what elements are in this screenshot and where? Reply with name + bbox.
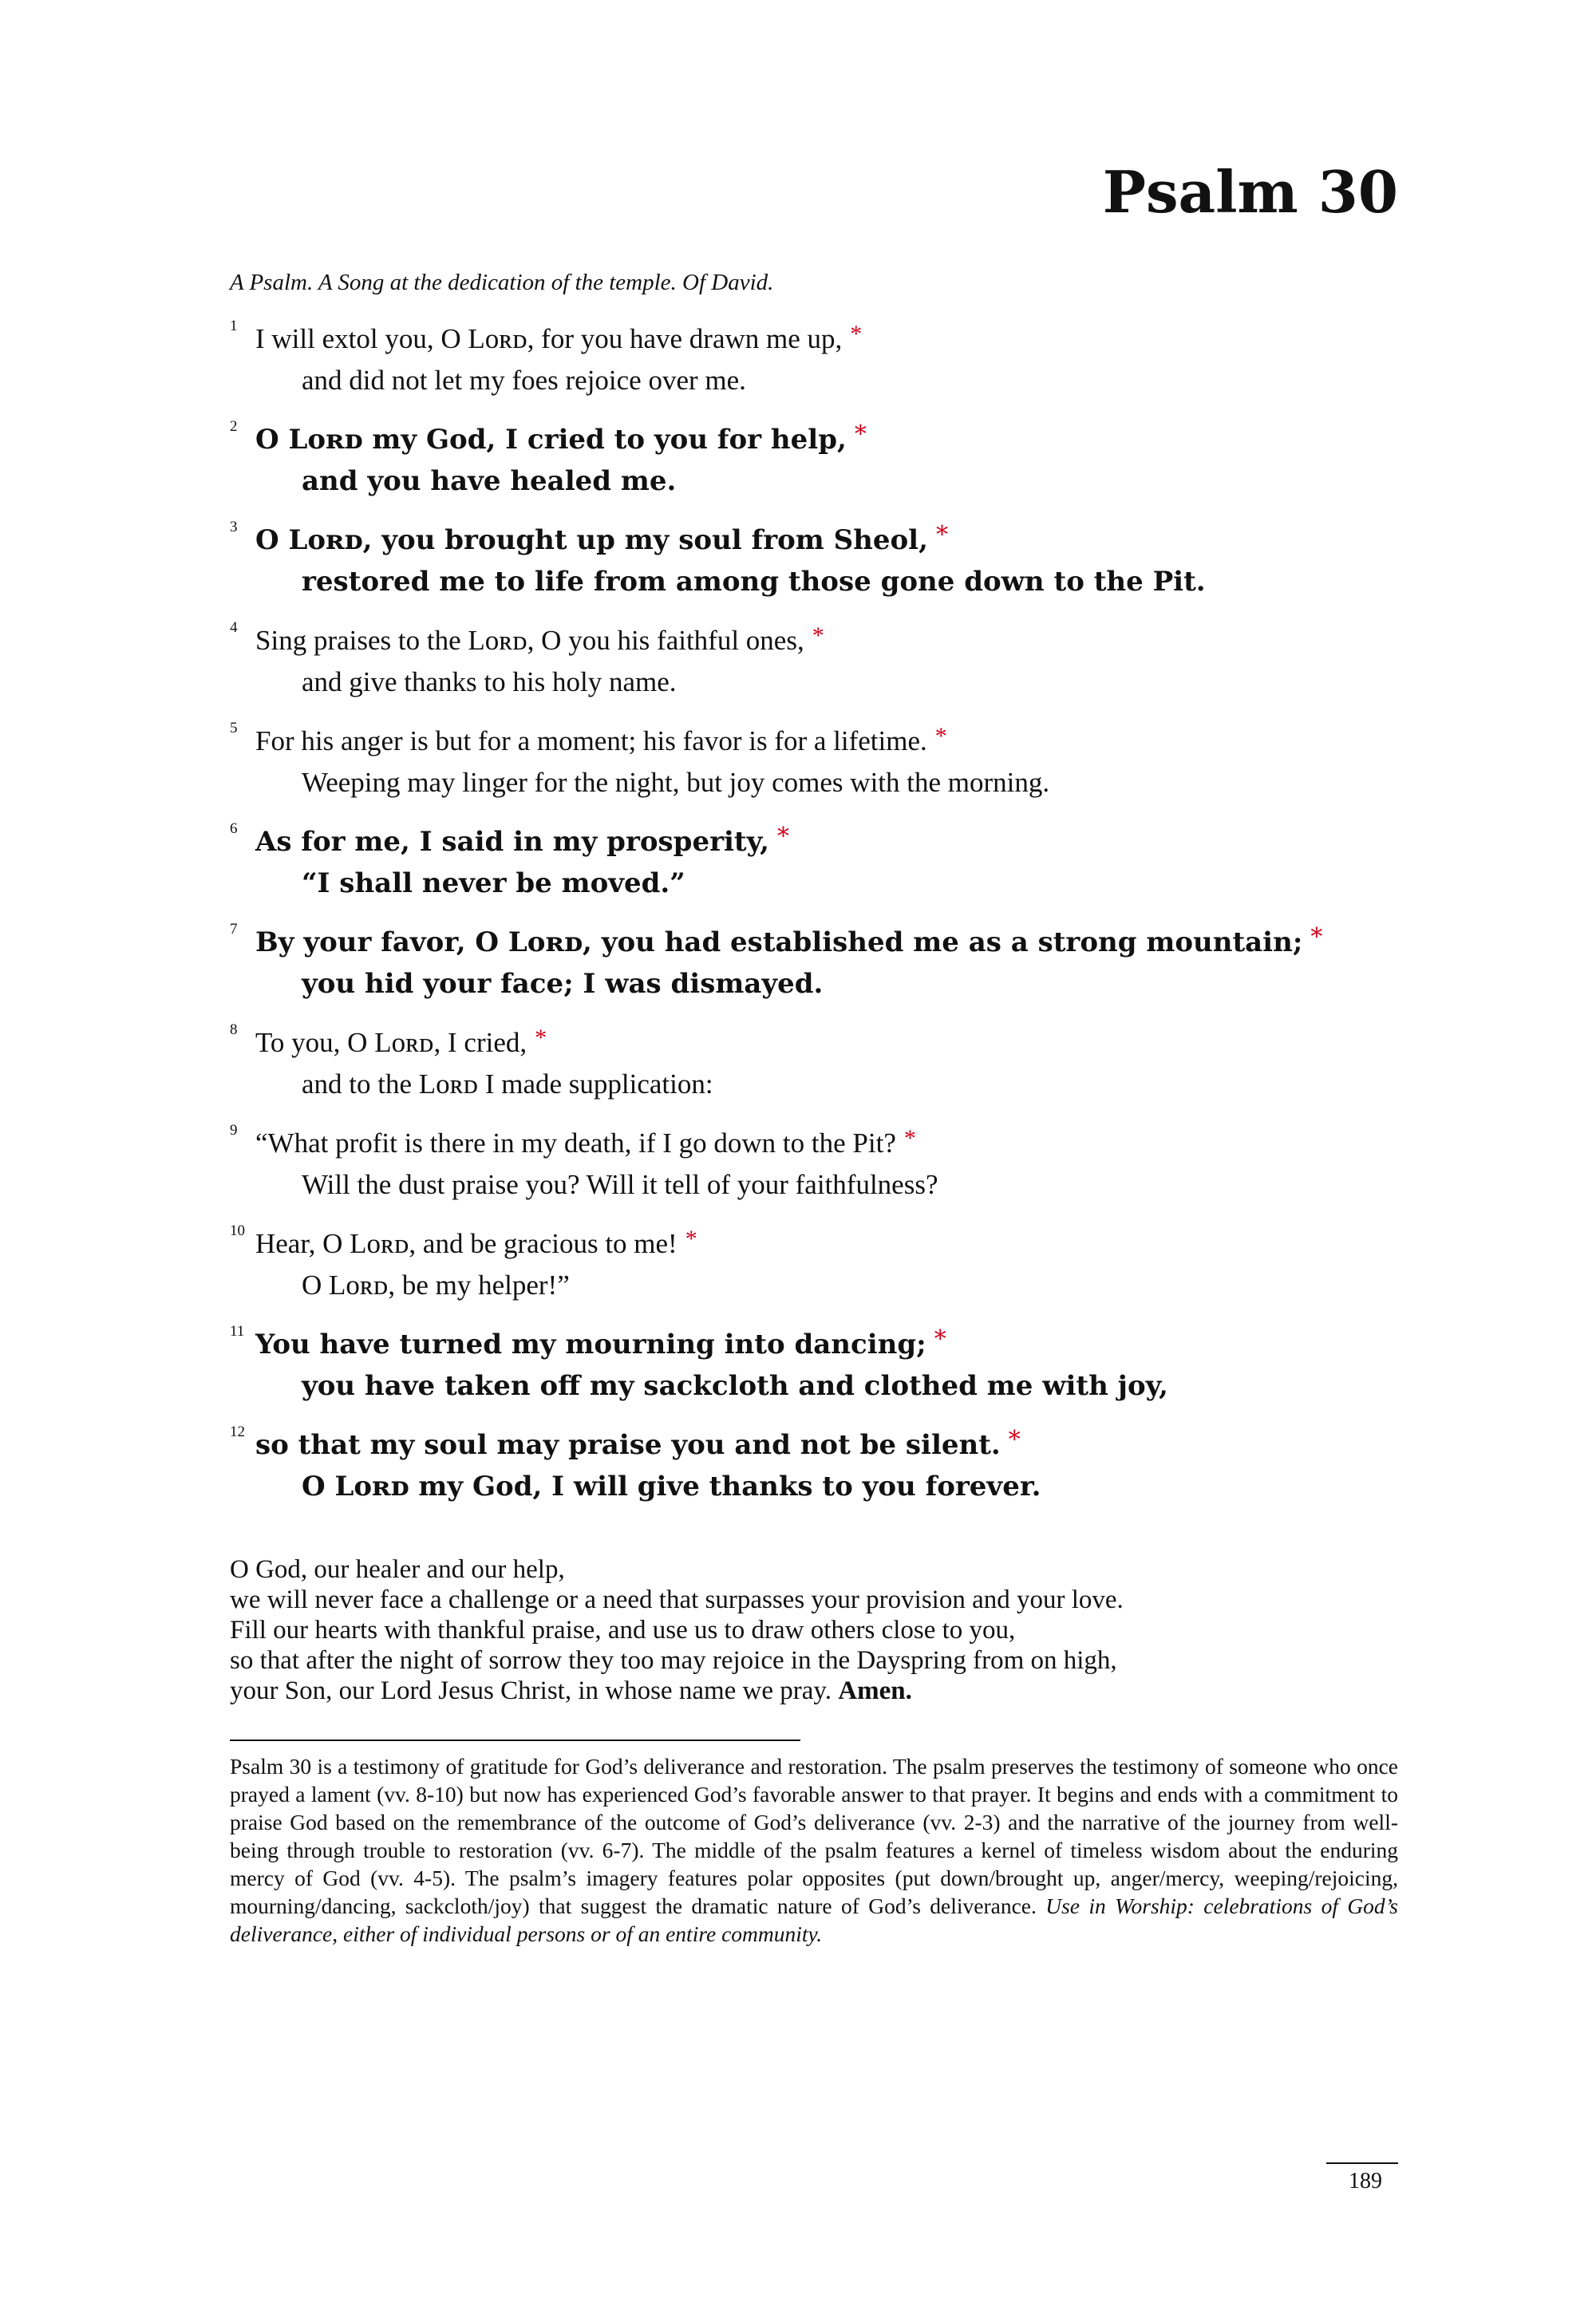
psalm-text (230, 311, 1398, 1518)
asterisk-mark: * (685, 1226, 697, 1252)
verse-number: 8 (230, 1021, 238, 1038)
page-number-rule (1326, 2162, 1398, 2164)
verse-line-a: For his anger is but for a moment; his favor is for a lifetime. * (255, 723, 947, 756)
verse-line-b: and give thanks to his holy name. (302, 666, 677, 697)
verse-line-a: so that my soul may praise you and not be silent. * (255, 1426, 1021, 1461)
verse-number: 5 (230, 720, 238, 736)
verse-number: 11 (230, 1323, 245, 1340)
verse-11 (230, 1317, 1398, 1417)
verse-line-b: O Lᴏʀᴅ my God, I will give thanks to you forever. (302, 1471, 1041, 1503)
verse-line-a: I will extol you, O Lᴏʀᴅ, for you have drawn me up, * (255, 321, 863, 354)
verse-line-b: and to the Lᴏʀᴅ I made supplication: (302, 1068, 713, 1100)
page-title: Psalm 30 (1102, 158, 1398, 226)
prayer-line: we will never face a challenge or a need that surpasses your provision and your love. (230, 1585, 1124, 1614)
verse-number: 4 (230, 619, 238, 636)
verse-5 (230, 713, 1398, 814)
asterisk-mark: * (903, 1125, 916, 1151)
prayer-line: Fill our hearts with thankful praise, and use us to draw others close to you, (230, 1616, 1016, 1645)
verse-number: 3 (230, 519, 238, 535)
use-in-worship: Use in Worship: celebrations of God’s deliverance, either of individual persons or of an entire community. (230, 1893, 1399, 1946)
verse-6 (230, 814, 1398, 914)
verse-line-b: and did not let my foes rejoice over me. (302, 365, 746, 396)
verse-line-b: Weeping may linger for the night, but joy comes with the morning. (302, 767, 1050, 798)
prayer-amen: Amen. (838, 1676, 912, 1705)
verse-line-a: By your favor, O Lᴏʀᴅ, you had established me as a strong mountain; * (255, 923, 1323, 958)
verse-line-a: O Lᴏʀᴅ, you brought up my soul from Sheol, * (255, 521, 948, 556)
asterisk-mark: * (854, 421, 867, 448)
page (230, 0, 1398, 2314)
closing-prayer (230, 1554, 1398, 1706)
verse-4 (230, 613, 1398, 713)
verse-number: 12 (230, 1424, 245, 1440)
page-number: 189 (1349, 2169, 1382, 2194)
verse-2 (230, 412, 1398, 512)
verse-number: 1 (230, 318, 238, 334)
asterisk-mark: * (812, 622, 824, 649)
verse-line-b: “I shall never be moved.” (302, 867, 685, 899)
asterisk-mark: * (1008, 1426, 1021, 1454)
verse-9 (230, 1116, 1398, 1216)
asterisk-mark: * (935, 521, 948, 549)
asterisk-mark: * (776, 823, 789, 851)
verse-7 (230, 914, 1398, 1015)
verse-line-a: To you, O Lᴏʀᴅ, I cried, * (255, 1025, 547, 1058)
verse-line-a: O Lᴏʀᴅ my God, I cried to you for help, * (255, 421, 867, 456)
verse-line-a: Hear, O Lᴏʀᴅ, and be gracious to me! * (255, 1226, 697, 1259)
verse-8 (230, 1015, 1398, 1116)
verse-10 (230, 1216, 1398, 1317)
prayer-line: O God, our healer and our help, (230, 1555, 565, 1584)
verse-number: 6 (230, 820, 238, 837)
verse-line-b: Will the dust praise you? Will it tell of your faithfulness? (302, 1169, 938, 1200)
verse-line-b: restored me to life from among those gone down to the Pit. (302, 566, 1206, 598)
verse-line-a: You have turned my mourning into dancing; * (255, 1325, 946, 1360)
verse-line-a: Sing praises to the Lᴏʀᴅ, O you his faithful ones, * (255, 622, 824, 656)
verse-number: 9 (230, 1122, 238, 1139)
prayer-line-last: your Son, our Lord Jesus Christ, in whose name we pray. Amen. (230, 1676, 912, 1705)
verse-number: 2 (230, 418, 238, 435)
psalm-superscription: A Psalm. A Song at the dedication of the temple. Of David. (230, 270, 774, 295)
verse-12 (230, 1417, 1398, 1518)
footnote-divider (230, 1739, 800, 1741)
verse-line-a: As for me, I said in my prosperity, * (255, 823, 789, 858)
verse-3 (230, 512, 1398, 613)
prayer-line: so that after the night of sorrow they too may rejoice in the Dayspring from on high, (230, 1646, 1117, 1675)
asterisk-mark: * (1310, 923, 1323, 951)
verse-line-b: you have taken off my sackcloth and clothed me with joy, (302, 1370, 1168, 1402)
verse-line-b: and you have healed me. (302, 465, 677, 497)
commentary-note: Psalm 30 is a testimony of gratitude for God’s deliverance and restoration. The psalm preserves the testimony of someone who once prayed a lament (vv. 8-10) but now has experienced God’s favorable answer to that prayer. It begins and ends with a commitment to praise God based on the remembrance of the outcome of God’s deliverance (vv. 2-3) and the narrative of the journey from well-being through trouble to restoration (vv. 6-7). The middle of the psalm features a kernel of timeless wisdom about the enduring mercy of God (vv. 4-5). The psalm’s imagery features polar opposites (put down/brought up, anger/mercy, weeping/rejoicing, mourning/dancing, sackcloth/joy) that suggest the dramatic nature of God’s deliverance. Use in Worship: celebrations of God’s deliverance, either of individual persons or of an entire community. (230, 1754, 1399, 1946)
verse-1 (230, 311, 1398, 412)
verse-number: 10 (230, 1222, 245, 1239)
asterisk-mark: * (934, 723, 947, 749)
asterisk-mark: * (535, 1025, 547, 1051)
verse-number: 7 (230, 921, 238, 938)
asterisk-mark: * (934, 1325, 946, 1353)
verse-line-b: you hid your face; I was dismayed. (302, 968, 824, 1000)
asterisk-mark: * (850, 321, 863, 347)
verse-line-b: O Lᴏʀᴅ, be my helper!” (302, 1270, 570, 1301)
verse-line-a: “What profit is there in my death, if I go down to the Pit? * (255, 1125, 916, 1159)
